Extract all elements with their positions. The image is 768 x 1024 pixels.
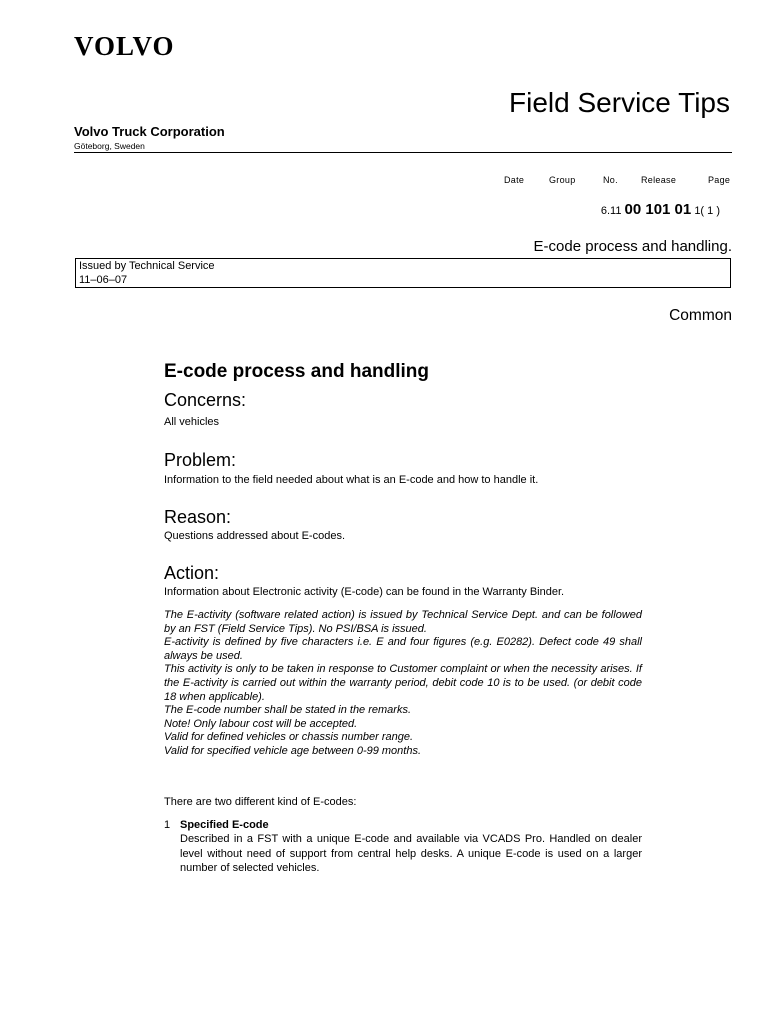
action-detail-line: The E-activity (software related action) is issued by Technical Service Dept. and can be followed by an FST (Field Service Tips). No PSI/BSA is issued. [164, 609, 642, 635]
action-detail-line: Valid for specified vehicle age between 0-99 months. [164, 744, 422, 757]
issued-by: Issued by Technical Service [79, 260, 215, 272]
meta-values [601, 201, 720, 220]
document-type-title: Field Service Tips [509, 87, 730, 118]
list-item-title: Specified E-code [180, 818, 269, 831]
volvo-logo: VOLVO [74, 31, 175, 61]
subject-heading: E-code process and handling. [533, 238, 732, 255]
meta-date-value: 6.11 [600, 205, 622, 217]
concerns-text: All vehicles [164, 416, 220, 428]
action-detail-line: Note! Only labour cost will be accepted. [164, 717, 358, 730]
body-title: E-code process and handling [164, 361, 429, 382]
action-text: Information about Electronic activity (E-code) can be found in the Warranty Binder. [164, 586, 565, 598]
company-name: Volvo Truck Corporation [74, 124, 225, 139]
action-detail-line: The E-code number shall be stated in the remarks. [164, 704, 412, 717]
header-rule [74, 152, 732, 153]
meta-label-date: Date [504, 175, 525, 185]
action-detail-line: Valid for defined vehicles or chassis number range. [164, 731, 414, 744]
vehicle-category: Common [669, 307, 732, 324]
problem-heading: Problem: [164, 450, 237, 470]
issued-box [75, 258, 731, 288]
action-heading: Action: [164, 563, 220, 583]
meta-label-no: No. [603, 175, 618, 185]
concerns-heading: Concerns: [164, 390, 247, 410]
kinds-intro: There are two different kind of E-codes: [164, 795, 357, 808]
meta-number-value: 00 101 01 [624, 201, 692, 218]
meta-label-page: Page [708, 175, 731, 185]
action-detail-line: E-activity is defined by five characters i.e. E and four figures (e.g. E0282). Defect code 49 shall always be used. [164, 636, 642, 662]
list-item [164, 818, 642, 876]
document-body [164, 360, 642, 876]
action-details [164, 609, 642, 759]
problem-text: Information to the field needed about what is an E-code and how to handle it. [164, 474, 539, 486]
issued-date: 11–06–07 [79, 274, 128, 286]
company-city: Göteborg, Sweden [74, 141, 145, 151]
meta-page-value: 1( 1 ) [694, 205, 720, 217]
action-detail-line: This activity is only to be taken in response to Customer complaint or when the necessity arises. If the E-activity is carried out within the warranty period, debit code 10 is to be used. (or debit code 18 when applicable). [164, 663, 642, 703]
meta-label-group: Group [549, 175, 576, 185]
meta-label-release: Release [641, 175, 677, 185]
list-item-text: Described in a FST with a unique E-code and available via VCADS Pro. Handled on dealer level without need of support from central help desks. A unique E-code is used on a larger number of selected vehicles. [180, 833, 642, 875]
list-item-content [180, 818, 642, 876]
reason-heading: Reason: [164, 507, 232, 527]
list-item-number: 1 [164, 818, 171, 831]
reason-text: Questions addressed about E-codes. [164, 530, 346, 542]
